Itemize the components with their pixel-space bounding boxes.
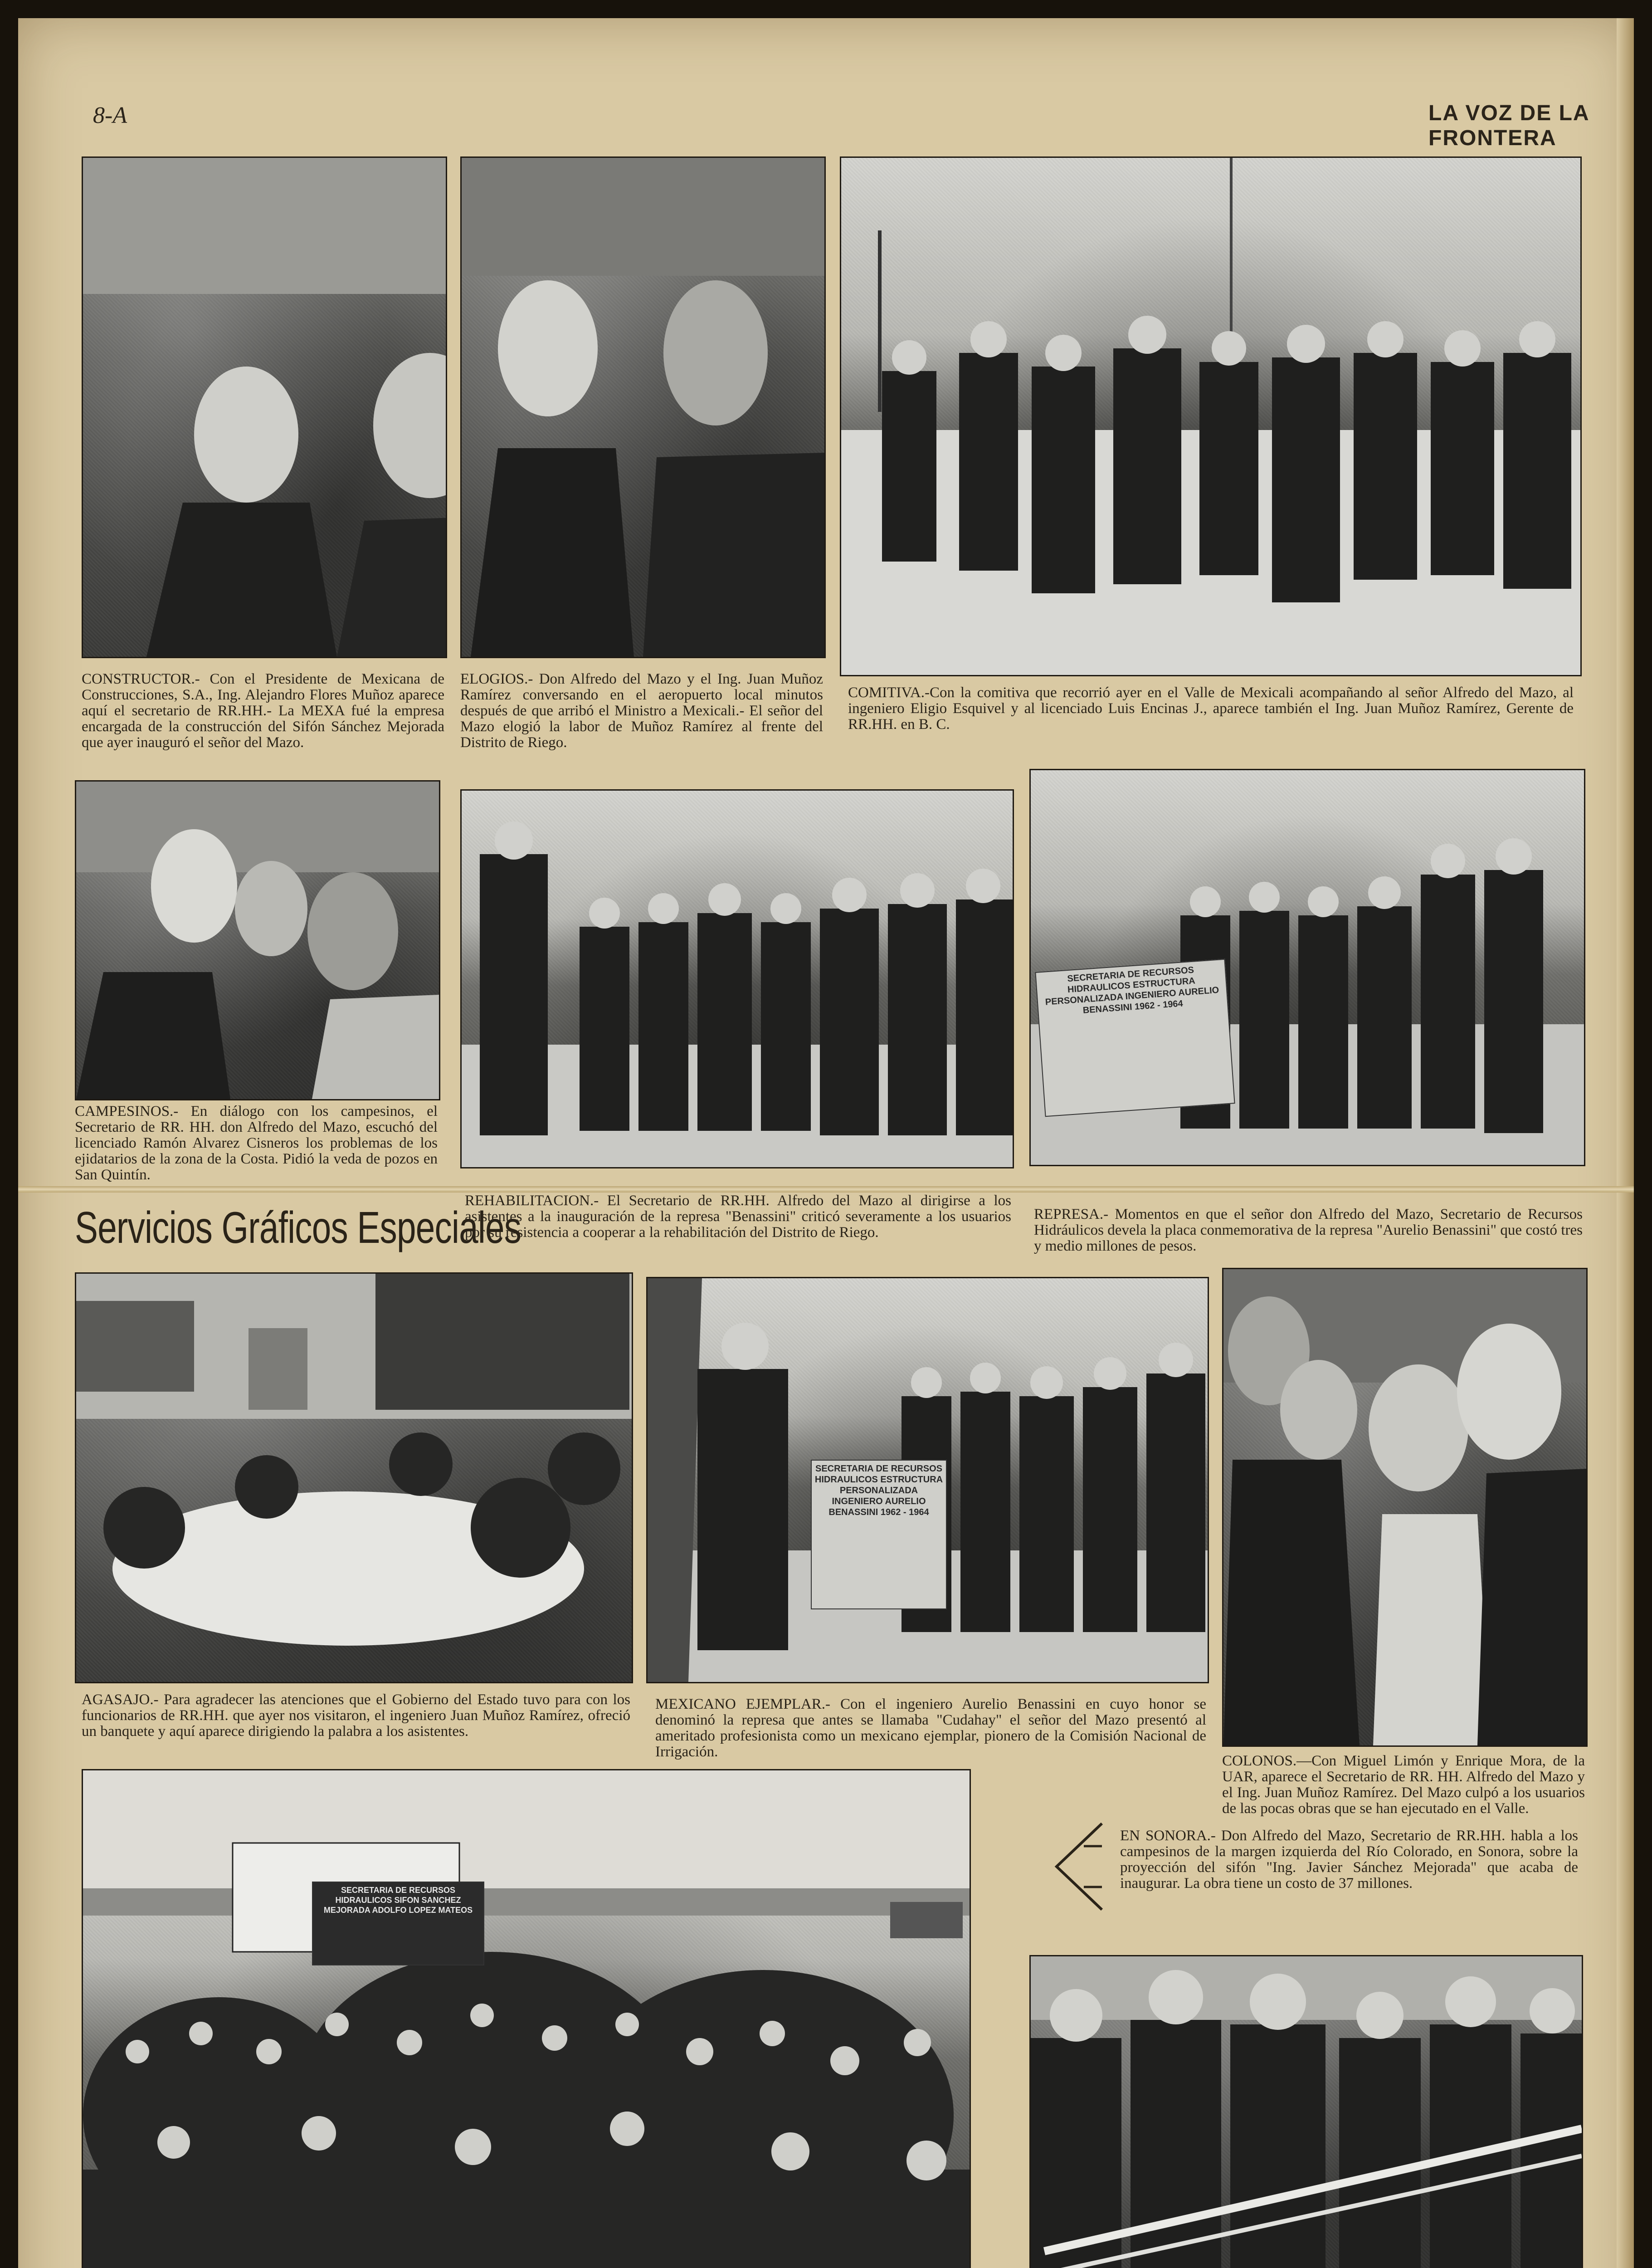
masthead: LA VOZ DE LA FRONTERA — [1428, 101, 1589, 150]
photo-campesinos — [75, 780, 440, 1100]
photo-elogios-figures — [462, 158, 824, 657]
photo-elogios — [460, 156, 826, 658]
section-title: Servicios Gráficos Especiales — [75, 1202, 521, 1252]
page-fold — [18, 1186, 1634, 1193]
caption-mexicano-ejemplar: MEXICANO EJEMPLAR.- Con el ingeniero Aurelio Benassini en cuyo honor se denominó la represa que antes se llamaba "Cudahay" el señor del Mazo presentó al ameritado profesionista como un mexicano ejemplar, pionero de la Comisión Nacional de Irrigación. — [655, 1696, 1206, 1760]
plaque-represa: SECRETARIA DE RECURSOS HIDRAULICOS ESTRUCTURA PERSONALIZADA INGENIERO AURELIO BENASSINI 1962 - 1964 — [1035, 959, 1235, 1117]
photo-agasajo-banquet — [76, 1274, 632, 1682]
page-number: 8-A — [93, 103, 127, 128]
photo-agasajo — [75, 1272, 633, 1683]
photo-constructor-figures — [83, 158, 446, 657]
photo-colonos — [1222, 1268, 1588, 1747]
photo-campesinos-figures — [76, 782, 439, 1099]
caption-colonos: COLONOS.—Con Miguel Limón y Enrique Mora, de la UAR, aparece el Secretario de RR. HH. Alfredo del Mazo y el Ing. Juan Muñoz Ramírez. Del Mazo culpó a los usuarios de las pocas obras que se han ejecutado en el Valle. — [1222, 1753, 1585, 1817]
photo-en-sonora — [82, 1769, 971, 2268]
photo-personalidades-figures — [1031, 1956, 1582, 2268]
plaque-sonora: SECRETARIA DE RECURSOS HIDRAULICOS SIFON SANCHEZ MEJORADA ADOLFO LOPEZ MATEOS — [312, 1882, 484, 1965]
photo-mexicano-ejemplar — [646, 1277, 1209, 1683]
caption-constructor: CONSTRUCTOR.- Con el Presidente de Mexicana de Construcciones, S.A., Ing. Alejandro Flores Muñoz aparece aquí el secretario de RR.HH.- La MEXA fué la empresa encargada de la construcción del Sifón Sánchez Mejorada que ayer inauguró el señor del Mazo. — [82, 671, 444, 751]
caption-campesinos: CAMPESINOS.- En diálogo con los campesinos, el Secretario de RR. HH. don Alfredo del Mazo, escuchó del licenciado Ramón Alvarez Cisneros los problemas de los ejidatarios de la zona de la Costa. Pidió la veda de pozos en San Quintín. — [75, 1103, 438, 1183]
photo-rehabilitacion-crowd — [462, 791, 1013, 1167]
photo-represa — [1029, 769, 1585, 1166]
photo-comitiva — [840, 156, 1582, 676]
page-edge — [1617, 18, 1634, 2268]
arrow-left-icon — [1048, 1819, 1111, 1914]
caption-en-sonora: EN SONORA.- Don Alfredo del Mazo, Secretario de RR.HH. habla a los campesinos de la margen izquierda del Río Colorado, en Sonora, sobre la proyección del sifón "Ing. Javier Sánchez Mejorada" que acaba de inaugurar. La obra tiene un costo de 37 millones. — [1120, 1828, 1578, 1892]
caption-rehabilitacion: REHABILITACION.- El Secretario de RR.HH. Alfredo del Mazo al dirigirse a los asistentes a la inauguración de la represa "Benassini" criticó severamente a los usuarios por su resistencia a cooperar a la rehabilitación del Distrito de Riego. — [465, 1193, 1011, 1241]
photo-constructor — [82, 156, 447, 658]
caption-agasajo: AGASAJO.- Para agradecer las atenciones que el Gobierno del Estado tuvo para con los funcionarios de RR.HH. que ayer nos visitaron, el ingeniero Juan Muñoz Ramírez, ofreció un banquete y aquí aparece dirigiendo la palabra a los asistentes. — [82, 1691, 630, 1740]
photo-rehabilitacion — [460, 789, 1014, 1168]
photo-personalidades — [1029, 1955, 1583, 2268]
caption-represa: REPRESA.- Momentos en que el señor don Alfredo del Mazo, Secretario de Recursos Hidráulicos devela la placa conmemorativa de la represa "Aurelio Benassini" que costó tres y medio millones de pesos. — [1034, 1206, 1583, 1254]
caption-elogios: ELOGIOS.- Don Alfredo del Mazo y el Ing. Juan Muñoz Ramírez conversando en el aeropuerto local minutos después de que arribó el Ministro a Mexicali.- El señor del Mazo elogió la labor de Muñoz Ramírez al frente del Distrito de Riego. — [460, 671, 823, 751]
photo-en-sonora-crowd — [83, 1770, 970, 2268]
caption-comitiva: COMITIVA.-Con la comitiva que recorrió ayer en el Valle de Mexicali acompañando al señor Alfredo del Mazo, al ingeniero Eligio Esquivel y al licenciado Luis Encinas J., aparece también el Ing. Juan Muñoz Ramírez, Gerente de RR.HH. en B. C. — [848, 684, 1574, 733]
photo-comitiva-crowd — [841, 158, 1580, 675]
plaque-mexicano: SECRETARIA DE RECURSOS HIDRAULICOS ESTRUCTURA PERSONALIZADA INGENIERO AURELIO BENASSINI 1962 - 1964 — [811, 1460, 947, 1609]
photo-colonos-figures — [1223, 1269, 1586, 1745]
